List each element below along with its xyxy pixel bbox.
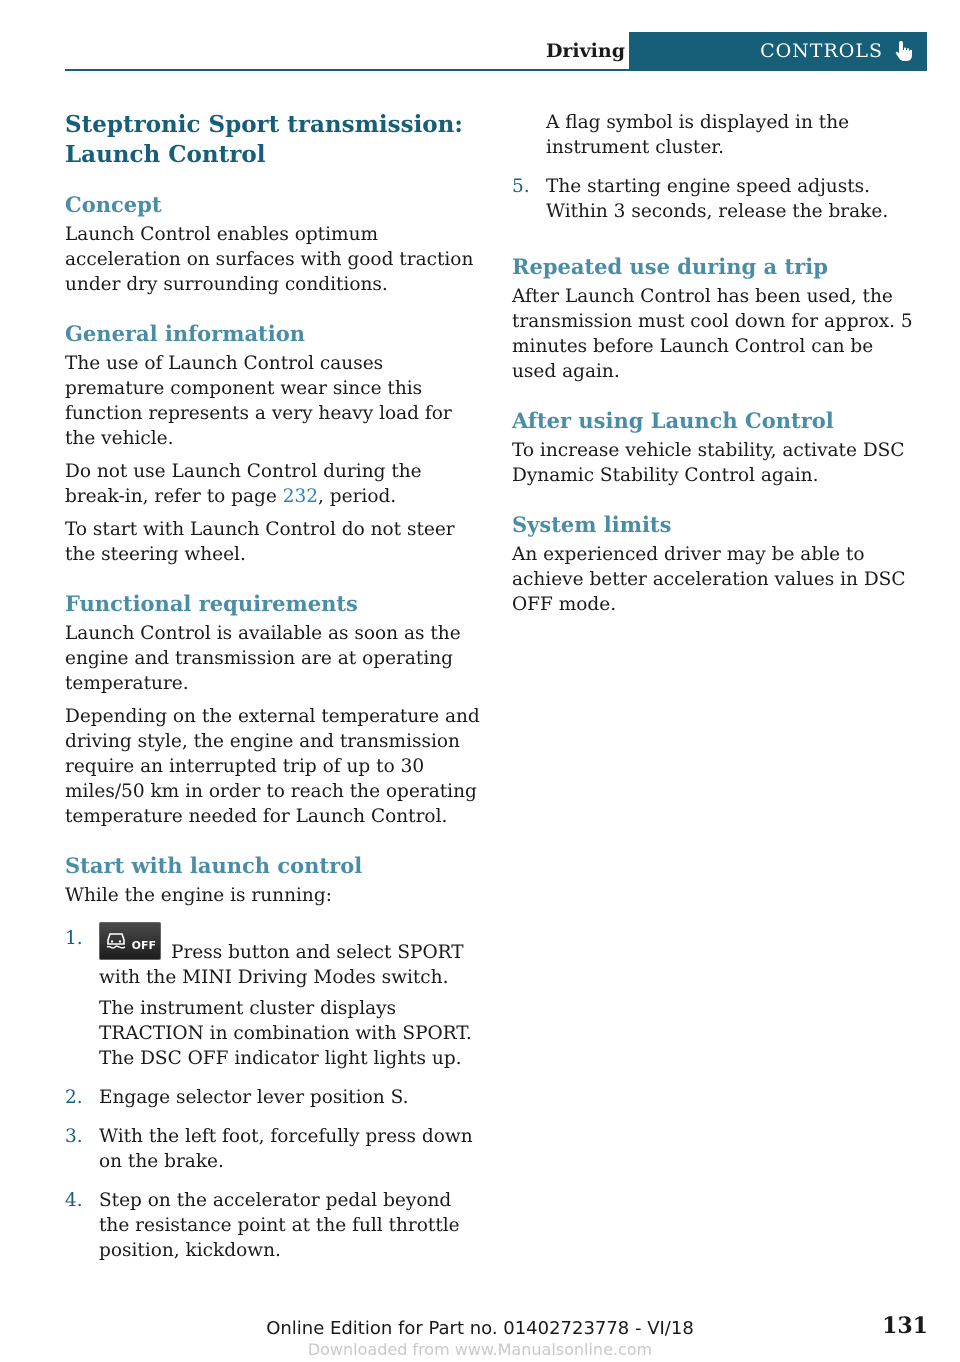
after-heading: After using Launch Control [512, 408, 834, 433]
section-concept [65, 192, 483, 297]
general-text-3: To start with Launch Control do not steer the steering wheel. [65, 519, 455, 565]
concept-heading: Concept [65, 192, 162, 217]
header-section-title: Driving [545, 40, 625, 62]
step-4-continued [512, 110, 922, 166]
general-text-2: Do not use Launch Control during the break-in, refer to page 232, period. [65, 461, 422, 507]
step-number: 1. [65, 928, 83, 949]
skidding-car-icon [104, 929, 128, 953]
header-chapter-label: CONTROLS [760, 40, 883, 62]
pointing-hand-icon [895, 40, 913, 62]
page-number: 131 [882, 1313, 928, 1339]
step-number: 4. [65, 1190, 83, 1211]
requirements-text-2: Depending on the external temperature and driving style, the engine and transmission require an interrupted trip of up to 30 miles/50 km in order to reach the operating temperature needed for Launch Control. [65, 706, 480, 827]
step-3: 3. With the left foot, forcefully press down on the brake. [65, 1124, 483, 1180]
section-system-limits [512, 512, 922, 617]
step-2: 2. Engage selector lever position S. [65, 1085, 483, 1116]
section-after-using [512, 408, 922, 488]
repeated-text: After Launch Control has been used, the transmission must cool down for approx. 5 minutes before Launch Control can be used again. [512, 286, 913, 382]
section-general-information [65, 321, 483, 567]
section-repeated-use [512, 254, 922, 384]
after-text: To increase vehicle stability, activate DSC Dynamic Stability Control again. [512, 440, 905, 486]
requirements-heading: Functional requirements [65, 591, 358, 616]
section-functional-requirements [65, 591, 483, 829]
step-1: 1. OFF Press button and select SPORT with the MINI Driving Modes switch. The instrument cluster displays TRACTION in combination with SPORT. The DSC OFF indicator light lights up. [65, 926, 483, 1077]
step-4-note: A flag symbol is displayed in the instrument cluster. [546, 112, 850, 158]
general-text-1: The use of Launch Control causes premature component wear since this function represents a very heavy load for the vehicle. [65, 353, 452, 449]
requirements-text-1: Launch Control is available as soon as the engine and transmission are at operating temperature. [65, 623, 461, 694]
footer-edition: Online Edition for Part no. 01402723778 - VI/18 [266, 1318, 694, 1339]
dsc-off-button-icon: OFF [99, 922, 161, 960]
step-number: 2. [65, 1087, 83, 1108]
concept-text: Launch Control enables optimum acceleration on surfaces with good traction under dry surrounding conditions. [65, 224, 474, 295]
watermark: Downloaded from www.Manualsonline.com [307, 1340, 653, 1359]
step-4: 4. Step on the accelerator pedal beyond the resistance point at the full throttle position, kickdown. [65, 1188, 483, 1269]
start-intro: While the engine is running: [65, 885, 332, 906]
step-number: 3. [65, 1126, 83, 1147]
right-column [512, 110, 922, 641]
step-1-note: The instrument cluster displays TRACTION in combination with SPORT. The DSC OFF indicator light lights up. [99, 998, 472, 1069]
start-heading: Start with launch control [65, 853, 363, 878]
section-start-launch-control [65, 853, 483, 1269]
steps-list [65, 926, 483, 1269]
header-rule [65, 69, 927, 71]
step-5: 5. The starting engine speed adjusts. Within 3 seconds, release the brake. [512, 174, 922, 230]
page-reference-link[interactable]: 232 [282, 486, 319, 507]
step-number: 5. [512, 176, 530, 197]
general-heading: General information [65, 321, 306, 346]
limits-heading: System limits [512, 512, 672, 537]
left-column [65, 110, 483, 1293]
limits-text: An experienced driver may be able to achieve better acceleration values in DSC OFF mode. [512, 544, 906, 615]
header-chapter-tab[interactable] [629, 32, 927, 70]
repeated-heading: Repeated use during a trip [512, 254, 828, 279]
page-title: Steptronic Sport transmission: Launch Control [65, 111, 463, 168]
